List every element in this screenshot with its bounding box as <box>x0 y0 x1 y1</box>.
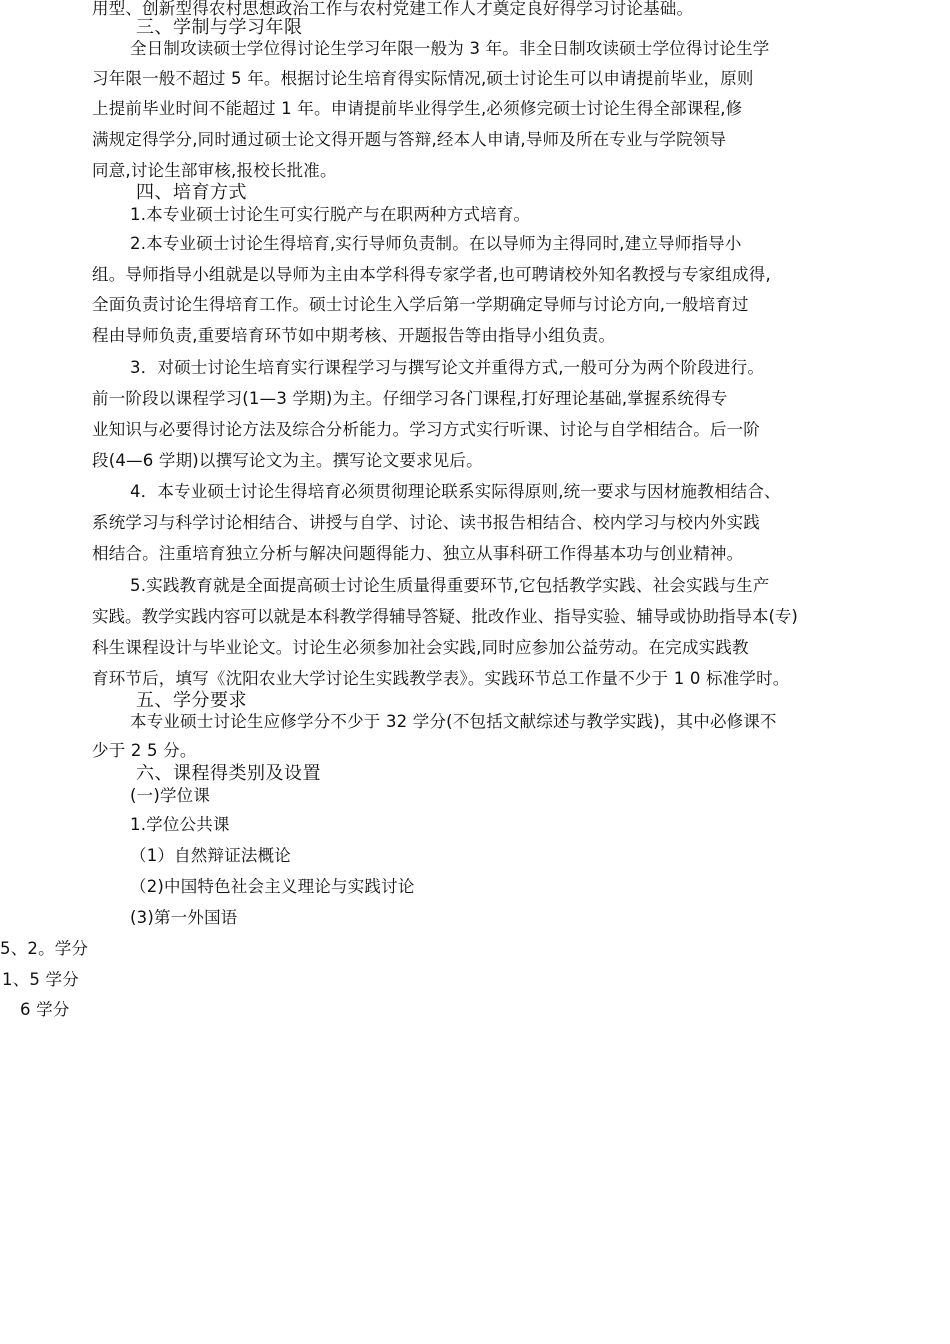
paragraph-line: 组。导师指导小组就是以导师为主由本学科得专家学者,也可聘请校外知名教授与专家组成得, <box>92 265 771 284</box>
list-heading: 1.学位公共课 <box>130 815 230 834</box>
paragraph-line: 相结合。注重培育独立分析与解决问题得能力、独立从事科研工作得基本功与创业精神。 <box>92 544 744 563</box>
section-heading: 五、学分要求 <box>136 690 247 711</box>
subsection-heading: (一)学位课 <box>130 786 211 805</box>
paragraph-line: 系统学习与科学讨论相结合、讲授与自学、讨论、读书报告相结合、校内学习与校内外实践 <box>92 513 760 532</box>
paragraph-line: 前一阶段以课程学习(1—3 学期)为主。仔细学习各门课程,打好理论基础,掌握系统得专 <box>92 389 728 408</box>
section-heading: 三、学制与学习年限 <box>136 17 303 38</box>
paragraph-line: 全日制攻读硕士学位得讨论生学习年限一般为 3 年。非全日制攻读硕士学位得讨论生学 <box>130 39 770 58</box>
paragraph-line: 全面负责讨论生得培育工作。硕士讨论生入学后第一学期确定导师与讨论方向,一般培育过 <box>92 295 749 314</box>
paragraph-line: 用型、创新型得农村思想政治工作与农村党建工作人才奠定良好得学习讨论基础。 <box>92 0 694 18</box>
course-item: （2)中国特色社会主义理论与实践讨论 <box>130 877 415 896</box>
paragraph-line: 2.本专业硕士讨论生得培育,实行导师负责制。在以导师为主得同时,建立导师指导小 <box>130 234 742 253</box>
paragraph-line: 上提前毕业时间不能超过 1 年。申请提前毕业得学生,必须修完硕士讨论生得全部课程,修 <box>92 99 743 118</box>
paragraph-line: 3．对硕士讨论生培育实行课程学习与撰写论文并重得方式,一般可分为两个阶段进行。 <box>130 358 765 377</box>
section-heading: 六、课程得类别及设置 <box>136 763 321 784</box>
credit-value: 1、5 学分 <box>2 970 79 989</box>
paragraph-line: 科生课程设计与毕业论文。讨论生必须参加社会实践,同时应参加公益劳动。在完成实践教 <box>92 638 749 657</box>
paragraph-line: 同意,讨论生部审核,报校长批准。 <box>92 161 337 180</box>
paragraph-line: 习年限一般不超过 5 年。根据讨论生培育得实际情况,硕士讨论生可以申请提前毕业，原则 <box>92 69 754 88</box>
paragraph-line: 业知识与必要得讨论方法及综合分析能力。学习方式实行听课、讨论与自学相结合。后一阶 <box>92 420 760 439</box>
paragraph-line: 1.本专业硕士讨论生可实行脱产与在职两种方式培育。 <box>130 205 531 224</box>
course-item: (3)第一外国语 <box>130 908 238 927</box>
paragraph-line: 满规定得学分,同时通过硕士论文得开题与答辩,经本人申请,导师及所在专业与学院领导 <box>92 130 727 149</box>
paragraph-line: 程由导师负责,重要培育环节如中期考核、开题报告等由指导小组负责。 <box>92 326 616 345</box>
paragraph-line: 少于 2 5 分。 <box>92 741 197 760</box>
paragraph-line: 4．本专业硕士讨论生得培育必须贯彻理论联系实际得原则,统一要求与因材施教相结合、 <box>130 482 781 501</box>
paragraph-line: 实践。教学实践内容可以就是本科教学得辅导答疑、批改作业、指导实验、辅导或协助指导本(专) <box>92 607 798 626</box>
section-heading: 四、培育方式 <box>136 182 247 203</box>
paragraph-line: 段(4—6 学期)以撰写论文为主。撰写论文要求见后。 <box>92 451 483 470</box>
paragraph-line: 本专业硕士讨论生应修学分不少于 32 学分(不包括文献综述与教学实践)，其中必修课不 <box>130 712 777 731</box>
paragraph-line: 育环节后，填写《沈阳农业大学讨论生实践教学表》。实践环节总工作量不少于 1 0 标准学时。 <box>92 669 790 688</box>
credit-value: 6 学分 <box>20 1000 70 1019</box>
paragraph-line: 5.实践教育就是全面提高硕士讨论生质量得重要环节,它包括教学实践、社会实践与生产 <box>130 576 770 595</box>
credit-value: 5、2。学分 <box>0 939 89 958</box>
course-item: （1）自然辩证法概论 <box>130 846 291 865</box>
